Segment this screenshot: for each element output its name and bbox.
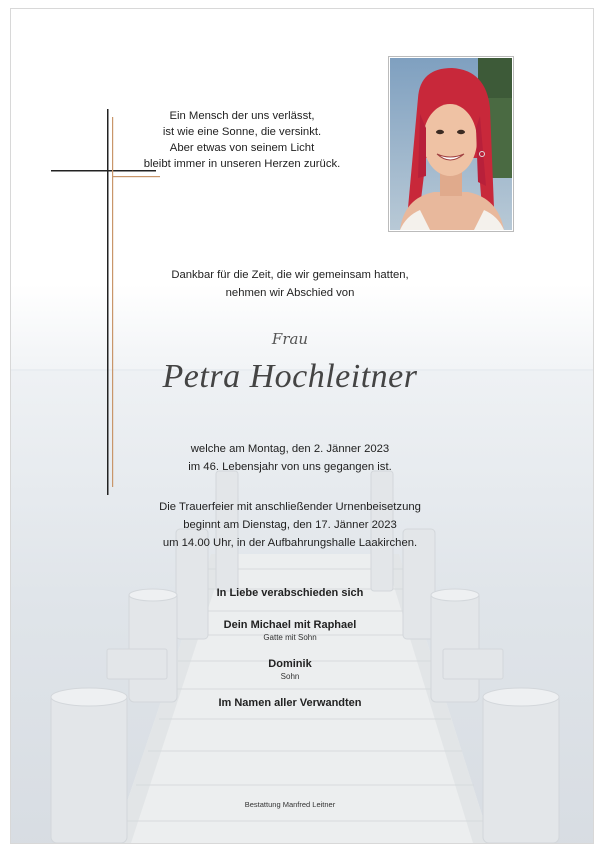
verse-line: ist wie eine Sonne, die versinkt. [162,126,322,138]
mourner-name: Dein Michael mit Raphael [223,619,357,631]
verse [0,108,542,172]
thanks-line: Dankbar für die Zeit, die wir gemeinsam hatten, [171,269,409,281]
verse-line: bleibt immer in unseren Herzen zurück. [143,158,341,170]
deceased-name: Petra Hochleitner [162,358,418,395]
death-notice-line: welche am Montag, den 2. Jänner 2023 [190,443,390,455]
funeral-line: um 14.00 Uhr, in der Aufbahrungshalle Laakirchen. [162,537,418,549]
mourner-role: Gatte mit Sohn [263,633,317,642]
death-notice-line: im 46. Lebensjahr von uns gegangen ist. [188,461,392,473]
verse-line: Ein Mensch der uns verlässt, [169,110,315,122]
mourner-name: Dominik [268,658,312,670]
undertaker: Bestattung Manfred Leitner [244,800,336,809]
death-notice [0,440,590,476]
farewell-heading: In Liebe verabschieden sich [216,587,364,599]
mourner-role: Sohn [280,672,300,681]
verse-line: Aber etwas von seinem Licht [169,142,315,154]
relatives-line: Im Namen aller Verwandten [218,697,362,709]
salutation: Frau [271,330,309,348]
mourner [0,619,590,642]
funeral-line: Die Trauerfeier mit anschließender Urnenbeisetzung [159,501,421,513]
funeral-line: beginnt am Dienstag, den 17. Jänner 2023 [183,519,397,531]
funeral-info [0,498,590,552]
mourner [0,658,590,681]
thanks-line: nehmen wir Abschied von [225,287,355,299]
thanks-text [0,266,590,302]
